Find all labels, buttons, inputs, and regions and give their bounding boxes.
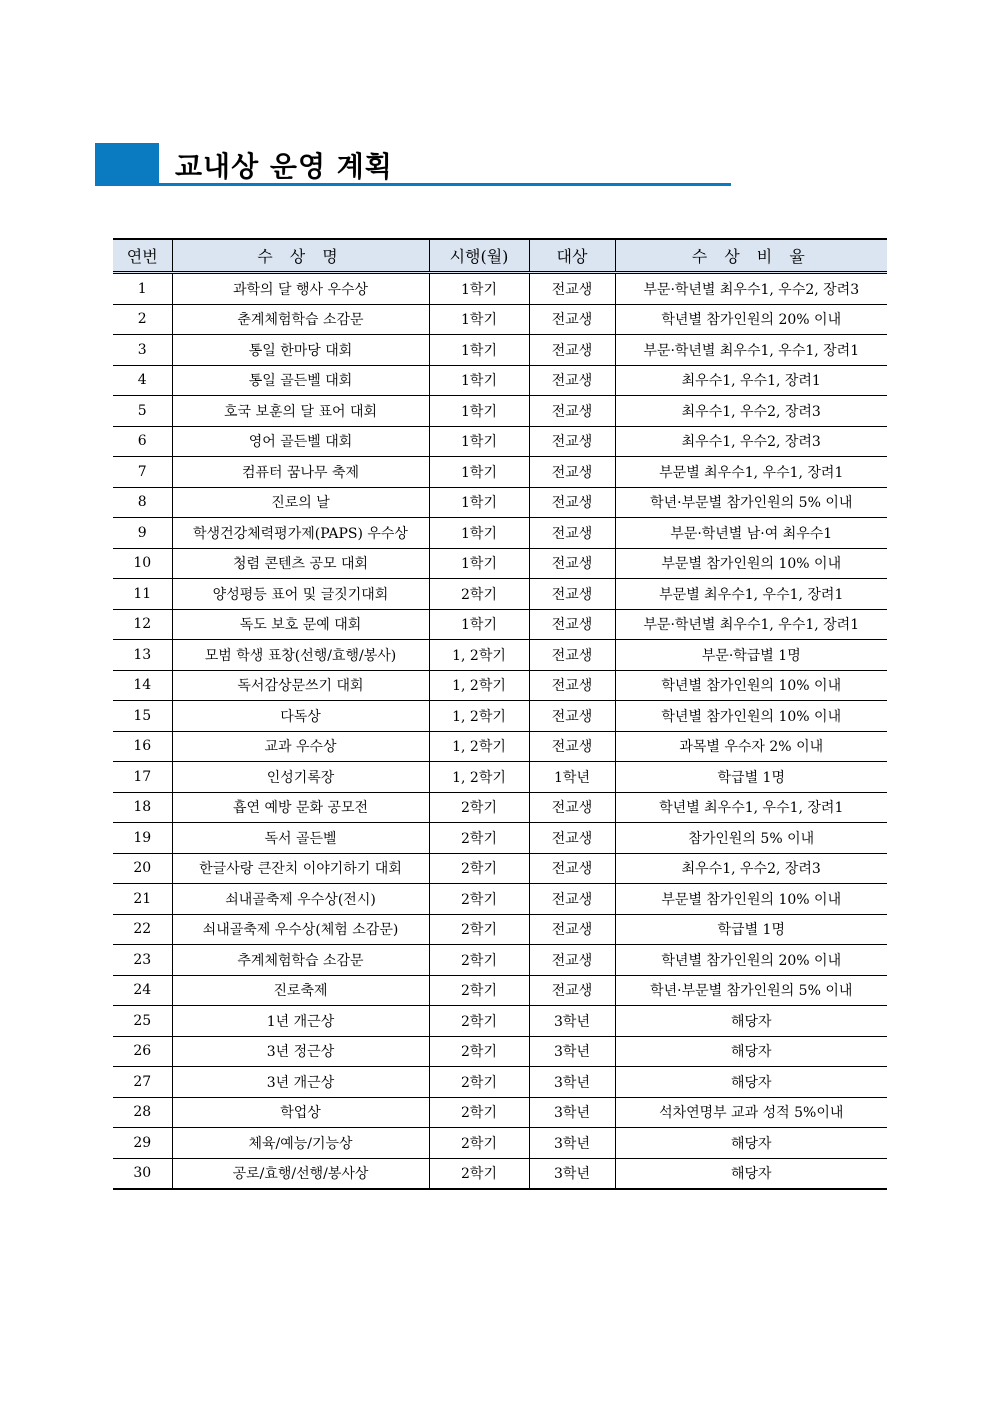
cell-target: 전교생 — [529, 548, 615, 579]
table-row — [113, 853, 887, 884]
header-name: 수 상 명 — [172, 239, 429, 273]
table-row — [113, 426, 887, 457]
cell-no: 7 — [113, 457, 172, 488]
cell-term: 1학기 — [429, 609, 529, 640]
table-row — [113, 273, 887, 305]
cell-term: 2학기 — [429, 1067, 529, 1098]
cell-ratio: 해당자 — [615, 1006, 887, 1037]
cell-name: 다독상 — [172, 701, 429, 732]
table-row — [113, 457, 887, 488]
cell-ratio: 과목별 우수자 2% 이내 — [615, 731, 887, 762]
cell-ratio: 해당자 — [615, 1067, 887, 1098]
cell-ratio: 최우수1, 우수2, 장려3 — [615, 426, 887, 457]
table-row — [113, 1006, 887, 1037]
cell-name: 독서 골든벨 — [172, 823, 429, 854]
cell-ratio: 부문·학년별 최우수1, 우수1, 장려1 — [615, 335, 887, 366]
table-row — [113, 731, 887, 762]
cell-no: 19 — [113, 823, 172, 854]
cell-target: 전교생 — [529, 365, 615, 396]
cell-term: 1학기 — [429, 396, 529, 427]
cell-no: 3 — [113, 335, 172, 366]
cell-name: 진로의 날 — [172, 487, 429, 518]
cell-name: 3년 개근상 — [172, 1067, 429, 1098]
cell-ratio: 해당자 — [615, 1128, 887, 1159]
cell-term: 2학기 — [429, 1097, 529, 1128]
cell-no: 16 — [113, 731, 172, 762]
cell-name: 통일 한마당 대회 — [172, 335, 429, 366]
cell-name: 진로축제 — [172, 975, 429, 1006]
cell-no: 14 — [113, 670, 172, 701]
cell-no: 21 — [113, 884, 172, 915]
table-row — [113, 823, 887, 854]
cell-target: 전교생 — [529, 792, 615, 823]
cell-ratio: 최우수1, 우수2, 장려3 — [615, 396, 887, 427]
header-no: 연번 — [113, 239, 172, 273]
cell-name: 인성기록장 — [172, 762, 429, 793]
cell-term: 1학기 — [429, 273, 529, 305]
table-row — [113, 579, 887, 610]
cell-name: 영어 골든벨 대회 — [172, 426, 429, 457]
table-row — [113, 1067, 887, 1098]
cell-no: 26 — [113, 1036, 172, 1067]
cell-target: 전교생 — [529, 426, 615, 457]
cell-ratio: 부문·학급별 1명 — [615, 640, 887, 671]
cell-term: 2학기 — [429, 1036, 529, 1067]
cell-name: 쇠내골축제 우수상(전시) — [172, 884, 429, 915]
cell-target: 1학년 — [529, 762, 615, 793]
cell-name: 교과 우수상 — [172, 731, 429, 762]
cell-term: 2학기 — [429, 823, 529, 854]
table-row — [113, 640, 887, 671]
cell-term: 1학기 — [429, 548, 529, 579]
cell-term: 1, 2학기 — [429, 670, 529, 701]
cell-no: 6 — [113, 426, 172, 457]
cell-term: 1학기 — [429, 304, 529, 335]
table-row — [113, 945, 887, 976]
cell-ratio: 학년별 참가인원의 20% 이내 — [615, 304, 887, 335]
table-row — [113, 518, 887, 549]
table-row — [113, 762, 887, 793]
cell-target: 전교생 — [529, 335, 615, 366]
cell-target: 3학년 — [529, 1067, 615, 1098]
cell-no: 12 — [113, 609, 172, 640]
cell-term: 1학기 — [429, 426, 529, 457]
table-row — [113, 1097, 887, 1128]
cell-name: 양성평등 표어 및 글짓기대회 — [172, 579, 429, 610]
header-target: 대상 — [529, 239, 615, 273]
cell-no: 4 — [113, 365, 172, 396]
cell-name: 한글사랑 큰잔치 이야기하기 대회 — [172, 853, 429, 884]
cell-term: 2학기 — [429, 884, 529, 915]
cell-no: 22 — [113, 914, 172, 945]
cell-target: 3학년 — [529, 1128, 615, 1159]
cell-ratio: 학년·부문별 참가인원의 5% 이내 — [615, 487, 887, 518]
table-row — [113, 1036, 887, 1067]
cell-target: 전교생 — [529, 579, 615, 610]
cell-target: 전교생 — [529, 640, 615, 671]
cell-term: 2학기 — [429, 579, 529, 610]
cell-no: 27 — [113, 1067, 172, 1098]
cell-target: 전교생 — [529, 304, 615, 335]
cell-term: 1학기 — [429, 365, 529, 396]
cell-no: 2 — [113, 304, 172, 335]
table-row — [113, 670, 887, 701]
table-row — [113, 914, 887, 945]
cell-no: 10 — [113, 548, 172, 579]
cell-ratio: 학년·부문별 참가인원의 5% 이내 — [615, 975, 887, 1006]
cell-ratio: 학급별 1명 — [615, 762, 887, 793]
cell-ratio: 석차연명부 교과 성적 5%이내 — [615, 1097, 887, 1128]
cell-name: 독도 보호 문예 대회 — [172, 609, 429, 640]
cell-name: 학업상 — [172, 1097, 429, 1128]
cell-name: 통일 골든벨 대회 — [172, 365, 429, 396]
cell-target: 전교생 — [529, 975, 615, 1006]
cell-no: 20 — [113, 853, 172, 884]
cell-name: 3년 정근상 — [172, 1036, 429, 1067]
cell-no: 29 — [113, 1128, 172, 1159]
cell-target: 전교생 — [529, 945, 615, 976]
cell-target: 3학년 — [529, 1158, 615, 1189]
cell-term: 1학기 — [429, 335, 529, 366]
cell-ratio: 부문·학년별 남·여 최우수1 — [615, 518, 887, 549]
cell-ratio: 부문·학년별 최우수1, 우수1, 장려1 — [615, 609, 887, 640]
cell-name: 과학의 달 행사 우수상 — [172, 273, 429, 305]
cell-term: 2학기 — [429, 975, 529, 1006]
cell-name: 청렴 콘텐츠 공모 대회 — [172, 548, 429, 579]
table-row — [113, 975, 887, 1006]
cell-ratio: 부문별 최우수1, 우수1, 장려1 — [615, 579, 887, 610]
cell-name: 쇠내골축제 우수상(체험 소감문) — [172, 914, 429, 945]
cell-name: 공로/효행/선행/봉사상 — [172, 1158, 429, 1189]
cell-target: 전교생 — [529, 853, 615, 884]
cell-term: 2학기 — [429, 853, 529, 884]
cell-term: 2학기 — [429, 914, 529, 945]
cell-target: 전교생 — [529, 884, 615, 915]
cell-no: 23 — [113, 945, 172, 976]
cell-name: 체육/예능/기능상 — [172, 1128, 429, 1159]
table-row — [113, 396, 887, 427]
title-accent-block — [95, 143, 159, 186]
cell-target: 전교생 — [529, 609, 615, 640]
cell-term: 1학기 — [429, 487, 529, 518]
table-row — [113, 335, 887, 366]
cell-ratio: 부문별 참가인원의 10% 이내 — [615, 884, 887, 915]
cell-no: 11 — [113, 579, 172, 610]
cell-ratio: 참가인원의 5% 이내 — [615, 823, 887, 854]
cell-no: 13 — [113, 640, 172, 671]
table-row — [113, 487, 887, 518]
cell-target: 전교생 — [529, 670, 615, 701]
table-row — [113, 365, 887, 396]
table-row — [113, 304, 887, 335]
cell-name: 호국 보훈의 달 표어 대회 — [172, 396, 429, 427]
page-title: 교내상 운영 계획 — [175, 150, 393, 183]
cell-ratio: 부문·학년별 최우수1, 우수2, 장려3 — [615, 273, 887, 305]
cell-name: 춘계체험학습 소감문 — [172, 304, 429, 335]
cell-term: 1, 2학기 — [429, 762, 529, 793]
cell-ratio: 학년별 참가인원의 10% 이내 — [615, 701, 887, 732]
table-header-row — [113, 239, 887, 273]
cell-ratio: 학급별 1명 — [615, 914, 887, 945]
cell-term: 1, 2학기 — [429, 731, 529, 762]
cell-no: 28 — [113, 1097, 172, 1128]
cell-ratio: 부문별 최우수1, 우수1, 장려1 — [615, 457, 887, 488]
awards-table — [113, 238, 887, 1190]
cell-ratio: 해당자 — [615, 1158, 887, 1189]
cell-target: 3학년 — [529, 1006, 615, 1037]
cell-target: 전교생 — [529, 487, 615, 518]
cell-term: 2학기 — [429, 1128, 529, 1159]
cell-name: 추계체험학습 소감문 — [172, 945, 429, 976]
cell-ratio: 학년별 참가인원의 10% 이내 — [615, 670, 887, 701]
table-row — [113, 1158, 887, 1189]
table-row — [113, 1128, 887, 1159]
cell-term: 1학기 — [429, 518, 529, 549]
cell-term: 2학기 — [429, 1158, 529, 1189]
cell-target: 전교생 — [529, 273, 615, 305]
cell-no: 30 — [113, 1158, 172, 1189]
table-row — [113, 701, 887, 732]
cell-target: 전교생 — [529, 823, 615, 854]
cell-ratio: 부문별 참가인원의 10% 이내 — [615, 548, 887, 579]
table-row — [113, 548, 887, 579]
cell-no: 9 — [113, 518, 172, 549]
cell-no: 1 — [113, 273, 172, 305]
cell-name: 독서감상문쓰기 대회 — [172, 670, 429, 701]
cell-ratio: 학년별 최우수1, 우수1, 장려1 — [615, 792, 887, 823]
cell-no: 17 — [113, 762, 172, 793]
cell-ratio: 학년별 참가인원의 20% 이내 — [615, 945, 887, 976]
cell-no: 15 — [113, 701, 172, 732]
cell-target: 전교생 — [529, 701, 615, 732]
cell-name: 모범 학생 표창(선행/효행/봉사) — [172, 640, 429, 671]
cell-term: 1학기 — [429, 457, 529, 488]
cell-name: 학생건강체력평가제(PAPS) 우수상 — [172, 518, 429, 549]
cell-target: 3학년 — [529, 1036, 615, 1067]
cell-name: 컴퓨터 꿈나무 축제 — [172, 457, 429, 488]
cell-target: 전교생 — [529, 731, 615, 762]
section-title-bar — [95, 143, 731, 186]
header-ratio: 수 상 비 율 — [615, 239, 887, 273]
cell-term: 1, 2학기 — [429, 640, 529, 671]
cell-target: 전교생 — [529, 518, 615, 549]
cell-term: 2학기 — [429, 1006, 529, 1037]
table-row — [113, 609, 887, 640]
cell-no: 8 — [113, 487, 172, 518]
cell-target: 전교생 — [529, 396, 615, 427]
cell-target: 전교생 — [529, 457, 615, 488]
cell-ratio: 최우수1, 우수1, 장려1 — [615, 365, 887, 396]
cell-name: 흡연 예방 문화 공모전 — [172, 792, 429, 823]
cell-name: 1년 개근상 — [172, 1006, 429, 1037]
cell-ratio: 최우수1, 우수2, 장려3 — [615, 853, 887, 884]
cell-term: 1, 2학기 — [429, 701, 529, 732]
cell-target: 3학년 — [529, 1097, 615, 1128]
cell-no: 24 — [113, 975, 172, 1006]
header-term: 시행(월) — [429, 239, 529, 273]
cell-no: 18 — [113, 792, 172, 823]
table-row — [113, 884, 887, 915]
cell-target: 전교생 — [529, 914, 615, 945]
cell-no: 5 — [113, 396, 172, 427]
cell-ratio: 해당자 — [615, 1036, 887, 1067]
table-row — [113, 792, 887, 823]
cell-term: 2학기 — [429, 792, 529, 823]
table-body — [113, 273, 887, 1190]
cell-no: 25 — [113, 1006, 172, 1037]
cell-term: 2학기 — [429, 945, 529, 976]
